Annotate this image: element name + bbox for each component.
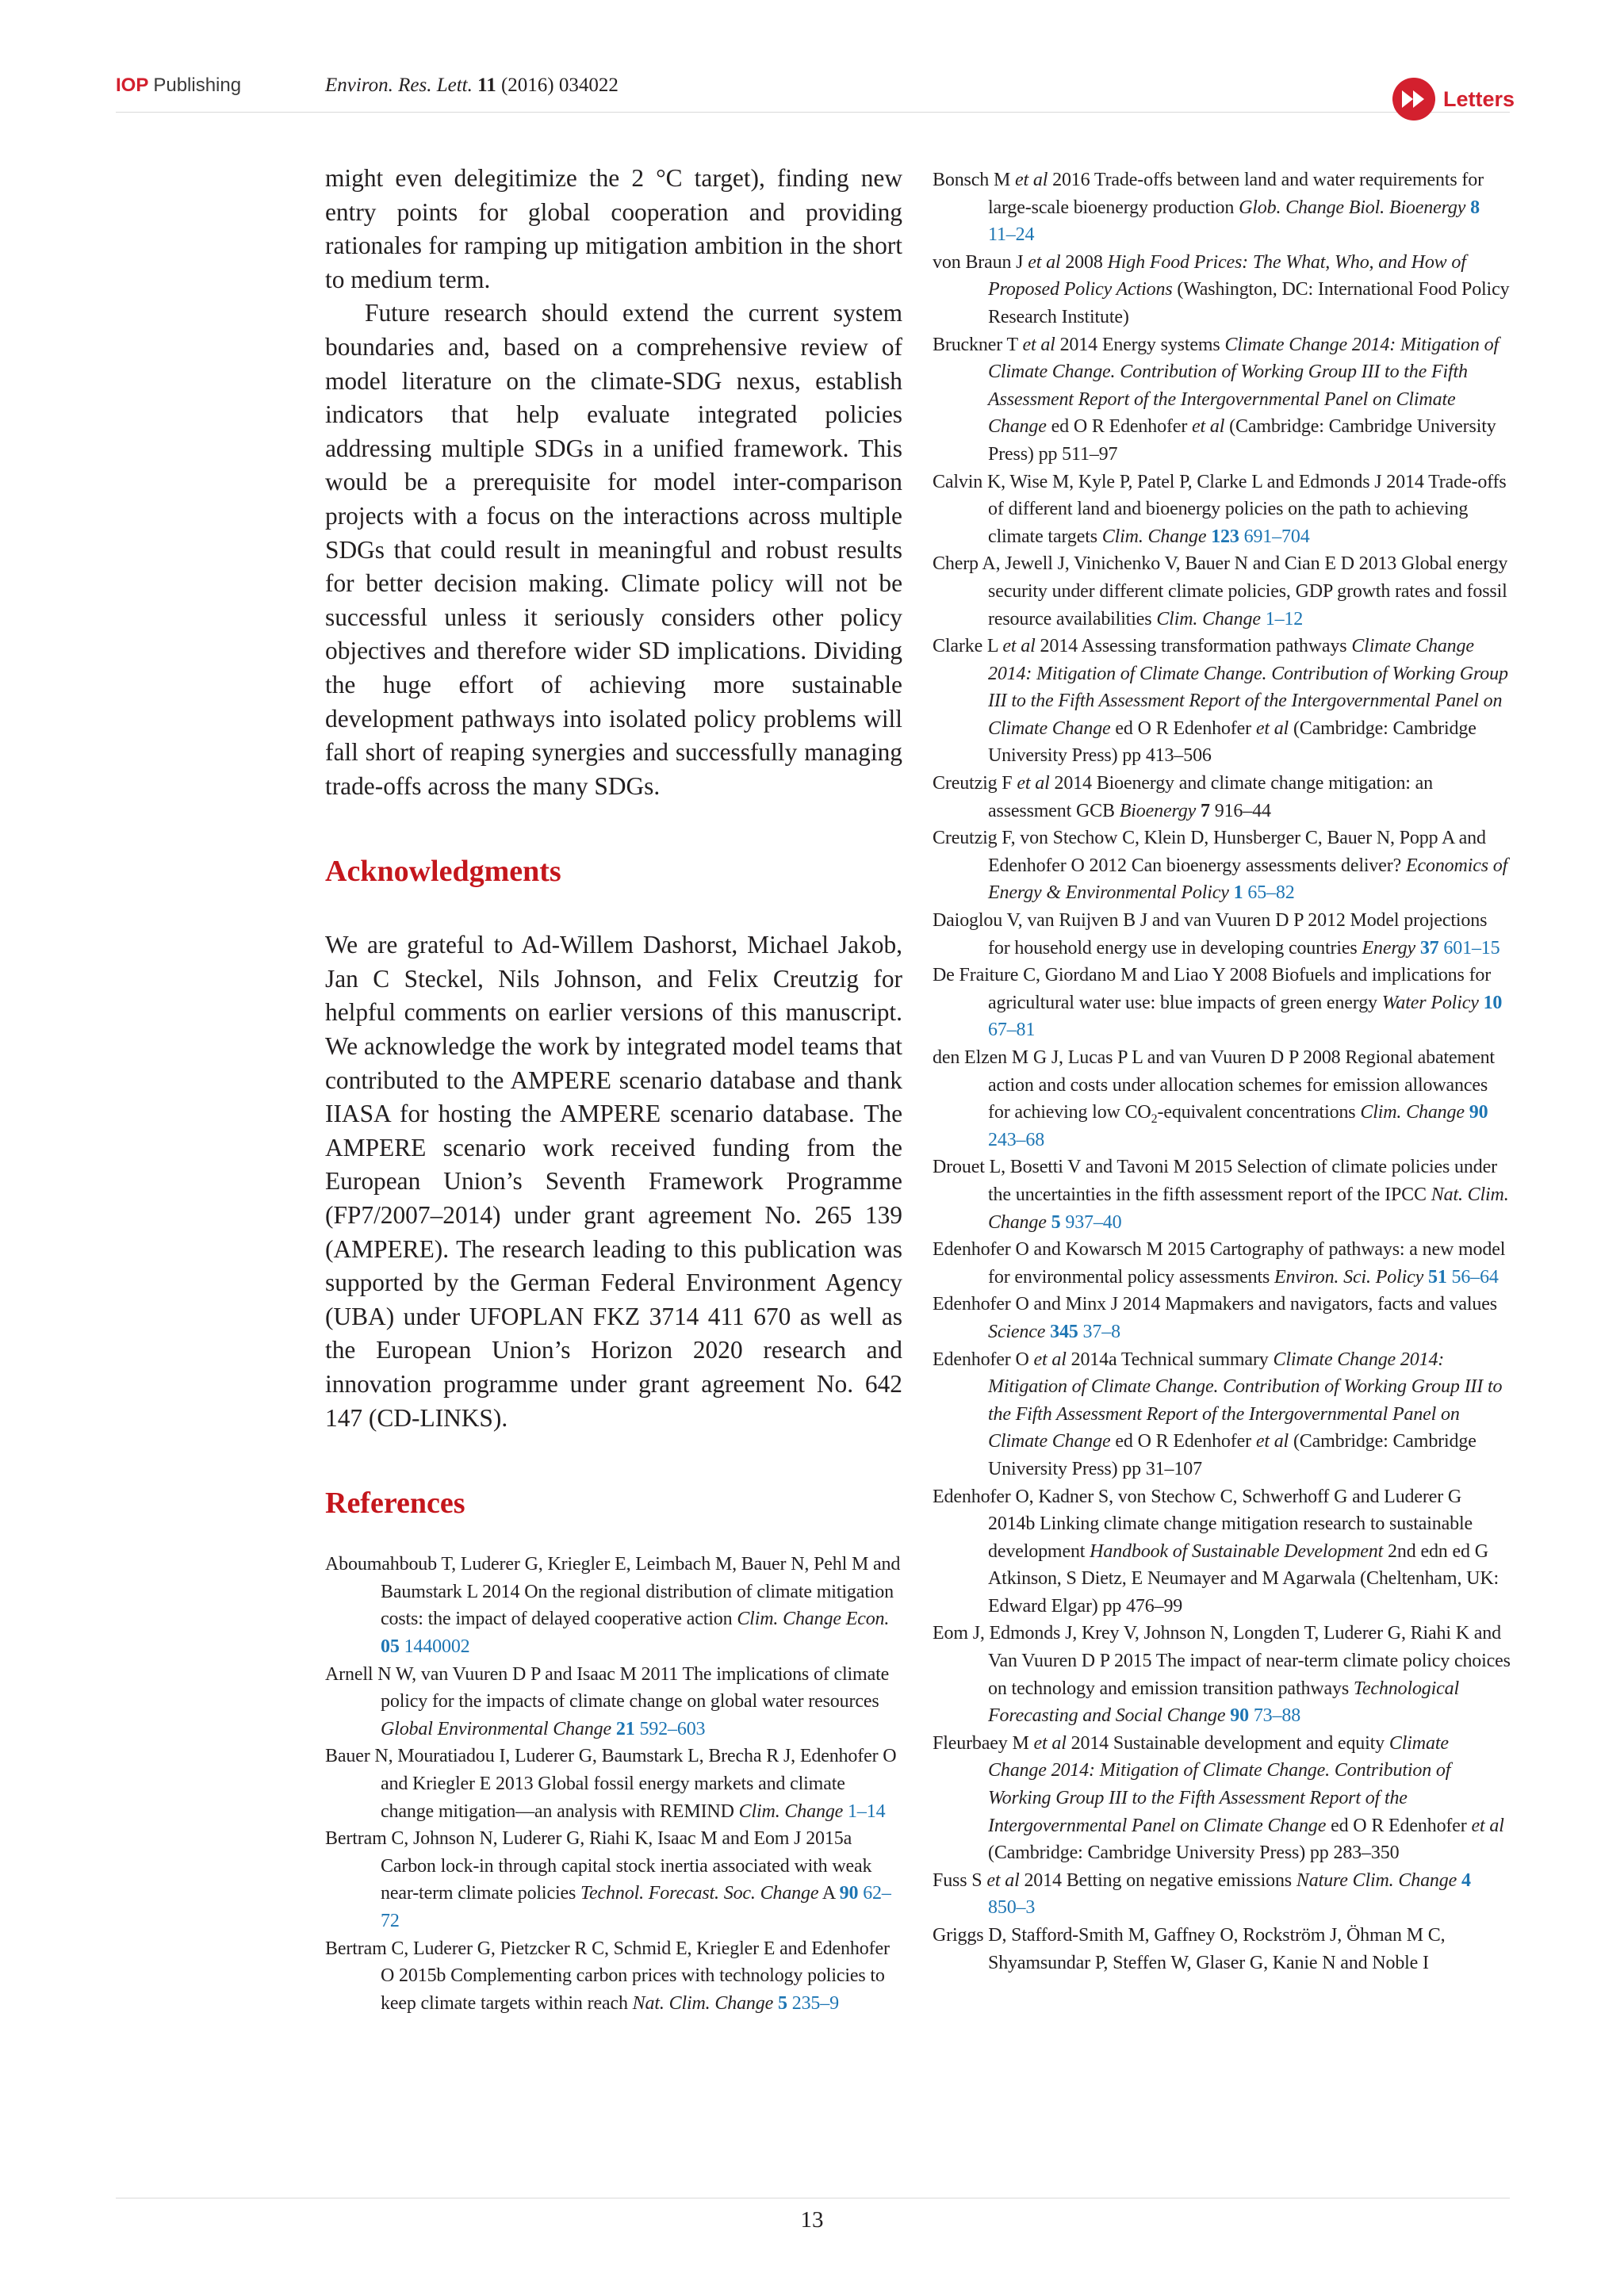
reference-link[interactable]: 56–64 <box>1451 1266 1499 1288</box>
reference-item: Edenhofer O and Kowarsch M 2015 Cartography of pathways: a new model for environmental policy assessments Environ. Sci. Policy 51 56–64 <box>933 1239 1506 1288</box>
reference-item: Arnell N W, van Vuuren D P and Isaac M 2011 The implications of climate policy for the impacts of climate change on global water resources Global Environmental Change 21 592–603 <box>325 1663 890 1739</box>
acknowledgments-text: We are grateful to Ad-Willem Dashorst, Michael Jakob, Jan C Steckel, Nils Johnson, and Felix Creutzig for helpful comments on earlier versions of this manuscript. We acknowledge the work by integrated model teams that contributed to the AMPERE scenario database and thank IIASA for hosting the AMPERE scenario database. The AMPERE scenario work received funding from the European Union’s Seventh Framework Programme (FP7/2007–2014) under grant agreement No. 265 139 (AMPERE). The research leading to this publication was supported by the German Federal Environment Agency (UBA) under UFOPLAN FKZ 3714 411 670 as well as the European Union’s Horizon 2020 research and innovation programme under grant agreement No. 642 147 (CD-LINKS). <box>325 931 902 1432</box>
journal-volume: 11 <box>477 75 496 96</box>
right-column <box>933 166 1511 1976</box>
publisher-logo <box>116 73 241 98</box>
header-rule <box>116 112 1510 113</box>
reference-link[interactable]: 850–3 <box>988 1897 1036 1919</box>
body-paragraph: might even delegitimize the 2 °C target), finding new entry points for global cooperation and providing rationales for ramping up mitigation ambition in the short to medium term. <box>325 164 902 293</box>
reference-link[interactable]: 67–81 <box>988 1020 1036 1041</box>
reference-item: Bonsch M et al 2016 Trade-offs between land and water requirements for large-scale bioenergy production Glob. Change Biol. Bioenergy 8 11–24 <box>933 170 1484 246</box>
reference-item: Edenhofer O and Minx J 2014 Mapmakers and navigators, facts and values Science 345 37–8 <box>933 1294 1497 1342</box>
reference-item: Drouet L, Bosetti V and Tavoni M 2015 Selection of climate policies under the uncertainties in the fifth assessment report of the IPCC Nat. Clim. Change 5 937–40 <box>933 1157 1509 1233</box>
reference-item: den Elzen M G J, Lucas P L and van Vuuren D P 2008 Regional abatement action and costs under allocation schemes for emission allowances for achieving low $CO_2$-equivalent concentrations Clim. Change 90 243–68 <box>933 1047 1495 1150</box>
reference-item: von Braun J et al 2008 High Food Prices: The What, Who, and How of Proposed Policy Actions (Washington, DC: International Food Policy Research Institute) <box>933 251 1510 327</box>
reference-item: Fleurbaey M et al 2014 Sustainable development and equity Climate Change 2014: Mitigation of Climate Change. Contribution of Working Group III to the Fifth Assessment Report of the Intergovernmental Panel on Climate Change ed O R Edenhofer et al (Cambridge: Cambridge University Press) pp 283–350 <box>933 1732 1504 1864</box>
reference-link[interactable]: 1–12 <box>1265 608 1304 629</box>
reference-link[interactable]: 235–9 <box>791 1992 839 2014</box>
reference-item: Daioglou V, van Ruijven B J and van Vuuren D P 2012 Model projections for household energy use in developing countries Energy 37 601–15 <box>933 910 1500 959</box>
journal-citation <box>325 73 619 98</box>
reference-link[interactable]: 592–603 <box>639 1718 706 1739</box>
reference-link[interactable]: 601–15 <box>1443 937 1500 959</box>
reference-item: Edenhofer O et al 2014a Technical summary Climate Change 2014: Mitigation of Climate Change. Contribution of Working Group III to the Fifth Assessment Report of the Intergovernmental Panel on Climate Change ed O R Edenhofer et al (Cambridge: Cambridge University Press) pp 31–107 <box>933 1349 1503 1479</box>
reference-item: Creutzig F et al 2014 Bioenergy and climate change mitigation: an assessment GCB Bioenergy 7 916–44 <box>933 773 1434 821</box>
reference-item: Aboumahboub T, Luderer G, Kriegler E, Leimbach M, Bauer N, Pehl M and Baumstark L 2014 On the regional distribution of climate mitigation costs: the impact of delayed cooperative action Clim. Change Econ. 05 1440002 <box>325 1554 901 1657</box>
reference-item: Bauer N, Mouratiadou I, Luderer G, Baumstark L, Brecha R J, Edenhofer O and Kriegler E 2013 Global fossil energy markets and climate change mitigation—an analysis with REMIND Clim. Change 1–14 <box>325 1746 897 1822</box>
reference-link[interactable]: 1440002 <box>404 1636 470 1657</box>
reference-item: Bertram C, Johnson N, Luderer G, Riahi K, Isaac M and Eom J 2015a Carbon lock-in through capital stock inertia associated with weak near-term climate policies Technol. Forecast. Soc. Change A 90 62–72 <box>325 1828 891 1931</box>
reference-link[interactable]: 937–40 <box>1065 1211 1122 1233</box>
reference-link[interactable]: 73–88 <box>1253 1705 1301 1727</box>
left-column <box>325 162 902 2017</box>
reference-item: Calvin K, Wise M, Kyle P, Patel P, Clarke L and Edmonds J 2014 Trade-offs of different land and bioenergy policies on the path to achieving climate targets Clim. Change 123 691–704 <box>933 471 1507 547</box>
reference-item: Fuss S et al 2014 Betting on negative emissions Nature Clim. Change 4 850–3 <box>933 1869 1471 1919</box>
reference-item: Eom J, Edmonds J, Krey V, Johnson N, Longden T, Luderer G, Riahi K and Van Vuuren D P 2015 The impact of near-term climate policy choices on technology and emission transition pathways Technological Forecasting and Social Change 90 73–88 <box>933 1623 1511 1727</box>
reference-link[interactable]: 65–82 <box>1247 882 1295 904</box>
publisher-mark: IOP <box>116 75 149 96</box>
article-type-badge <box>1392 78 1515 121</box>
reference-item: Clarke L et al 2014 Assessing transformation pathways Climate Change 2014: Mitigation of Climate Change. Contribution of Working Group III to the Fifth Assessment Report of the Intergovernmental Panel on Climate Change ed O R Edenhofer et al (Cambridge: Cambridge University Press) pp 413–506 <box>933 636 1508 767</box>
reference-link[interactable]: 37–8 <box>1082 1321 1120 1342</box>
journal-year-article: (2016) 034022 <box>500 75 619 96</box>
reference-item: Creutzig F, von Stechow C, Klein D, Hunsberger C, Bauer N, Popp A and Edenhofer O 2012 Can bioenergy assessments deliver? Economics of Energy & Environmental Policy 1 65–82 <box>933 828 1508 904</box>
reference-item: Bertram C, Luderer G, Pietzcker R C, Schmid E, Kriegler E and Edenhofer O 2015b Complementing carbon prices with technology policies to keep climate targets within reach Nat. Clim. Change 5 235–9 <box>325 1938 890 2014</box>
reference-item: Cherp A, Jewell J, Vinichenko V, Bauer N and Cian E D 2013 Global energy security under different climate policies, GDP growth rates and fossil resource availabilities Clim. Change 1–12 <box>933 553 1508 629</box>
article-type-label: Letters <box>1443 86 1515 111</box>
reference-list <box>325 1551 902 2017</box>
reference-item: Griggs D, Stafford-Smith M, Gaffney O, Rockström J, Öhman M C, Shyamsundar P, Steffen W, Glaser G, Kanie N and Noble I <box>933 1925 1446 1973</box>
reference-link[interactable]: 62–72 <box>381 1883 891 1931</box>
reference-item: Bruckner T et al 2014 Energy systems Climate Change 2014: Mitigation of Climate Change. Contribution of Working Group III to the Fifth Assessment Report of the Intergovernmental Panel on Climate Change ed O R Edenhofer et al (Cambridge: Cambridge University Press) pp 511–97 <box>933 334 1500 465</box>
reference-link[interactable]: 691–704 <box>1243 526 1310 547</box>
acknowledgments-heading: Acknowledgments <box>325 855 561 889</box>
body-paragraph: Future research should extend the current system boundaries and, based on a comprehensive review of model literature on the climate-SDG nexus, establish indicators that help evaluate integrated policies addressing multiple SDGs in a unified framework. This would be a prerequisite for model inter-comparison projects with a focus on the interactions across multiple SDGs that could result in meaningful and robust results for better decision making. Climate policy will not be successful unless it seriously considers other policy objectives and therefore wider SD implications. Dividing the huge effort of achieving more sustainable development pathways into isolated policy problems will fall short of reaping synergies and successfully managing trade-offs across the many SDGs. <box>325 299 902 800</box>
reference-link[interactable]: 11–24 <box>988 224 1035 246</box>
references-heading: References <box>325 1487 465 1521</box>
reference-item: De Fraiture C, Giordano M and Liao Y 2008 Biofuels and implications for agricultural water use: blue impacts of green energy Water Policy 10 67–81 <box>933 965 1503 1041</box>
publisher-word: Publishing <box>153 75 242 96</box>
reference-link[interactable]: 243–68 <box>988 1129 1045 1150</box>
page-number: 13 <box>800 2207 824 2233</box>
reference-link[interactable]: 1–14 <box>848 1800 886 1822</box>
journal-name: Environ. Res. Lett. <box>325 75 473 96</box>
reference-item: Edenhofer O, Kadner S, von Stechow C, Schwerhoff G and Luderer G 2014b Linking climate change mitigation research to sustainable development Handbook of Sustainable Development 2nd edn ed G Atkinson, S Dietz, E Neumayer and M Agarwala (Cheltenham, UK: Edward Elgar) pp 476–99 <box>933 1486 1500 1617</box>
double-chevron-right-icon <box>1392 78 1435 121</box>
